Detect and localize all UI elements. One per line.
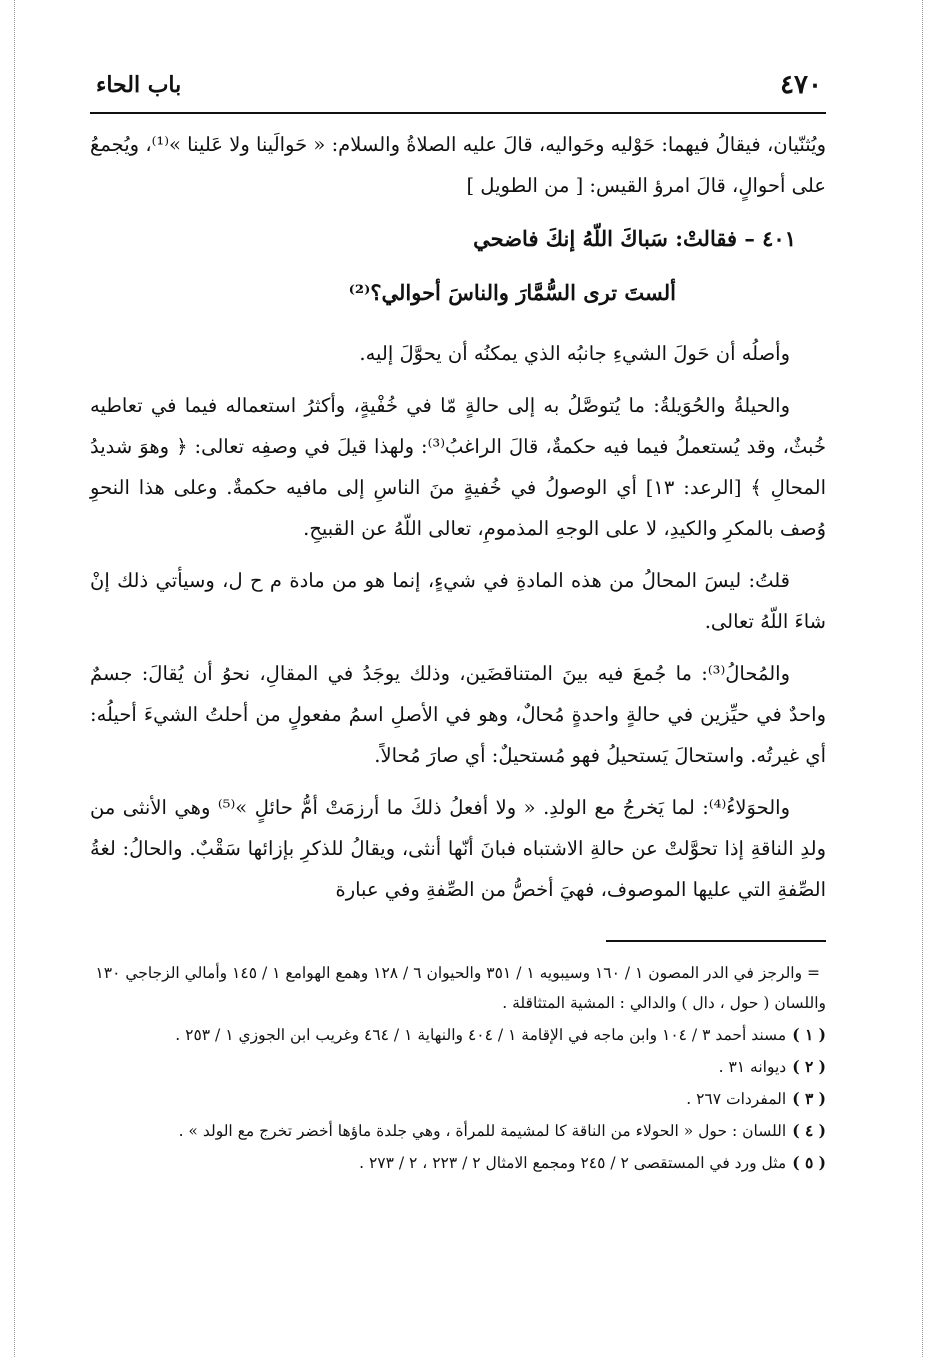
footnote-text: المفردات ٢٦٧ . [686,1090,787,1108]
verse-second-hemistich: ألستَ ترى السُّمَّارَ والناسَ أحوالي؟⁽²⁾ [348,280,676,305]
scan-margin-dots-right [922,0,923,1357]
header-rule [90,112,826,114]
footnote-number: ( ١ ) [792,1025,826,1044]
chapter-title: باب الحاء [96,72,182,98]
footnote-number: ( ٥ ) [792,1153,826,1172]
footnote-item [90,1148,826,1178]
footnote-item [90,1116,826,1146]
page-header [90,60,826,112]
footnote-number: ( ٣ ) [792,1089,826,1108]
book-page [90,60,826,1300]
footnote-text: مثل ورد في المستقصى ٢ / ٢٤٥ ومجمع الامثال ٢ / ٢٢٣ ، ٢ / ٢٧٣ . [359,1154,787,1172]
footnote-item [90,1052,826,1082]
scan-margin-dots-left [14,0,15,1357]
paragraph-5: والمُحالُ⁽³⁾: ما جُمعَ فيه بينَ المتناقضَين، وذلك يوجَدُ في المقالِ، نحوُ أن يُقالَ: جسمٌ واحدٌ في حيِّزين في حالةٍ واحدةٍ مُحالٌ، وهو في الأصلِ اسمُ مفعولٍ من أحلتُ الشيءَ أحيلُه: أي غيرتُه. واستحالَ يَستحيلُ فهو مُستحيلٌ: أي صارَ مُحالاً. [90,662,826,767]
main-text [90,124,826,910]
paragraph-1: ويُثنّيان، فيقالُ فيهما: حَوْليه وحَواليه، قالَ عليه الصلاةُ والسلام: « حَوالَينا ولا عَلينا »⁽¹⁾، ويُجمعُ على أحوالٍ، قالَ امرؤ القيس: [ من الطويل ] [90,133,826,197]
footnote-item [90,1084,826,1114]
footnote-text: اللسان : حول « الحولاء من الناقة كا لمشيمة للمرأة ، وهي جلدة ماؤها أخضر تخرج مع الولد » . [178,1122,787,1140]
paragraph-3: والحيلةُ والحُوَيلةُ: ما يُتوصَّلُ به إلى حالةٍ مّا في خُفْيةٍ، وأكثرُ استعماله فيما في تعاطيه خُبثٌ، وقد يُستعملُ فيما فيه حكمةٌ، قالَ الراغبُ⁽³⁾: ولهذا قيلَ في وصفِه تعالى: ﴿ وهوَ شديدُ المحالِ ﴾ [الرعد: ١٣] أي الوصولُ في خُفيةٍ منَ الناسِ إلى مافيه حكمةٌ. وعلى هذا النحوِ وُصف بالمكرِ والكيدِ، لا على الوجهِ المذمومِ، تعالى اللّهُ عن القبيحِ. [90,394,826,540]
page-number: ٤٧٠ [780,70,822,100]
footnotes [90,958,826,1178]
paragraph-6: والحوَلاءُ⁽⁴⁾: لما يَخرجُ مع الولدِ. « ولا أفعلُ ذلكَ ما أرزمَتْ أمُّ حائلٍ »⁽⁵⁾ وهي الأنثى من ولدِ الناقةِ إذا تحوَّلتْ عن حالةِ الاشتباه فبانَ أنّها أنثى، ويقالُ للذكرِ بإزائها سَقْبٌ. والحالُ: لغةُ الصِّفةِ التي عليها الموصوف، فهيَ أخصُّ من الصِّفةِ وفي عبارة [90,796,826,901]
paragraph-2: وأصلُه أن حَولَ الشيءِ جانبُه الذي يمكنُه أن يحوَّلَ إليه. [359,342,790,365]
footnote-text: = والرجز في الدر المصون ١ / ١٦٠ وسيبويه ١ / ٣٥١ والحيوان ٦ / ١٢٨ وهمع الهوامع ١ / ١٤٥ وأمالي الزجاجي ١٣٠ واللسان ( حول ، دال ) والدالي : المشية المتثاقلة . [95,964,826,1012]
footnote-rule [606,940,826,942]
footnote-number: ( ٢ ) [792,1057,826,1076]
paragraph-4: قلتُ: ليسَ المحالُ من هذه المادةِ في شيءٍ، إنما هو من مادة م ح ل، وسيأتي ذلك إنْ شاءَ اللّهُ تعالى. [90,569,826,633]
footnote-item [90,1020,826,1050]
footnote-text: مسند أحمد ٣ / ١٠٤ وابن ماجه في الإقامة ١ / ٤٠٤ والنهاية ١ / ٤٦٤ وغريب ابن الجوزي ١ / ٢٥٣ . [175,1026,787,1044]
verse-number-line: ٤٠١ – فقالتْ: سَباكَ اللّهُ إنكَ فاضحي [473,226,796,251]
footnote-text: ديوانه ٣١ . [718,1058,787,1076]
footnote-item [90,958,826,1018]
footnote-number: ( ٤ ) [792,1121,826,1140]
